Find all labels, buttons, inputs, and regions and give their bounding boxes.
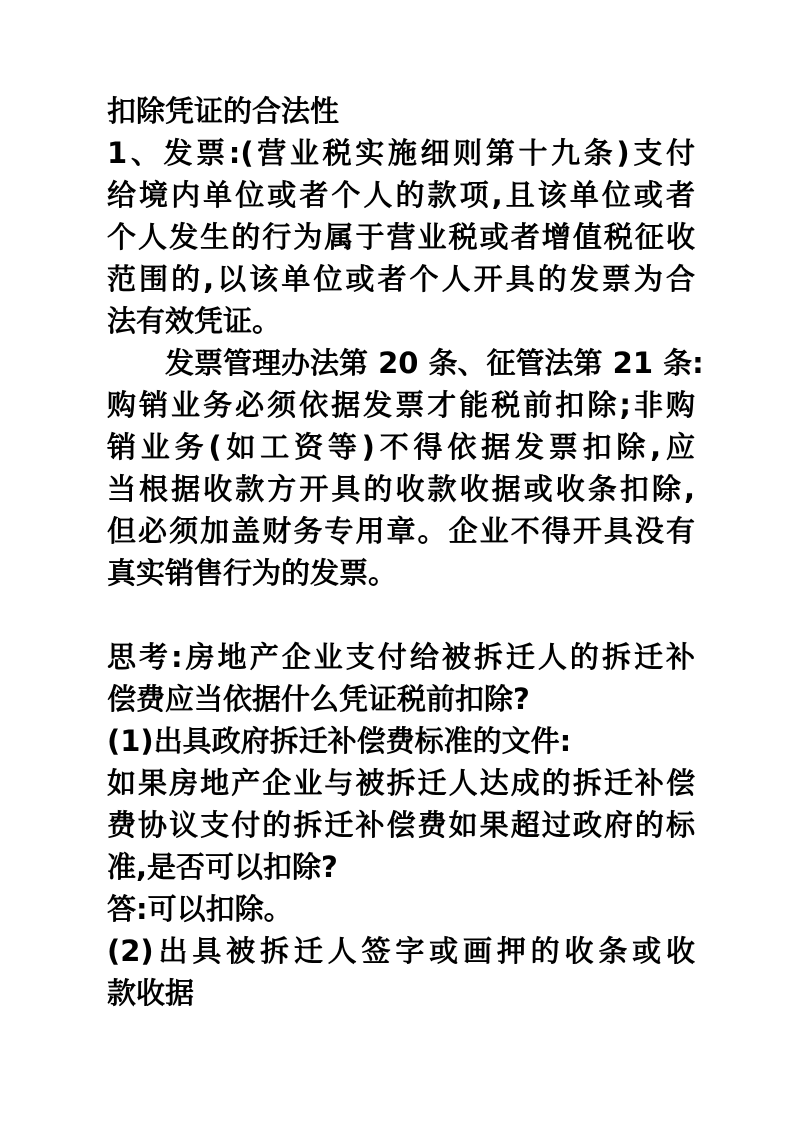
text-line: (2)出具被拆迁人签字或画押的收条或收	[107, 934, 695, 968]
text-line: 思考:房地产企业支付给被拆迁人的拆迁补	[107, 640, 695, 674]
text-line: 如果房地产企业与被拆迁人达成的拆迁补偿	[107, 766, 695, 800]
text-line: 但必须加盖财务专用章。企业不得开具没有	[107, 514, 695, 548]
text-line: 个人发生的行为属于营业税或者增值税征收	[107, 220, 695, 254]
para-item-2-signed-receipt	[107, 930, 695, 1014]
text-line: 购销业务必须依据发票才能税前扣除;非购	[107, 388, 695, 422]
text-line: 当根据收款方开具的收款收据或收条扣除,	[107, 472, 695, 506]
text-content	[107, 90, 704, 1014]
text-line: 款收据	[107, 976, 195, 1010]
text-line: 准,是否可以扣除?	[107, 850, 338, 884]
blank-line	[107, 594, 695, 636]
para-answer-deductible	[107, 888, 695, 930]
text-line: 给境内单位或者个人的款项,且该单位或者	[107, 178, 695, 212]
text-line: 费协议支付的拆迁补偿费如果超过政府的标	[107, 808, 695, 842]
heading-deduction-voucher-legality	[107, 90, 695, 132]
para-1-invoice-rule	[107, 132, 695, 342]
text-line: 扣除凭证的合法性	[107, 94, 340, 128]
text-line: 范围的,以该单位或者个人开具的发票为合	[107, 262, 695, 296]
text-line: 真实销售行为的发票。	[107, 556, 398, 590]
text-line: 偿费应当依据什么凭证税前扣除?	[107, 682, 530, 716]
para-item-1-government-document	[107, 720, 695, 762]
text-line: 法有效凭证。	[107, 304, 282, 338]
text-line	[107, 594, 695, 636]
para-think-question	[107, 636, 695, 720]
para-exceed-standard-question	[107, 762, 695, 888]
text-line: 销业务(如工资等)不得依据发票扣除,应	[107, 430, 695, 464]
text-line: (1)出具政府拆迁补偿费标准的文件:	[107, 724, 572, 758]
text-line: 发票管理办法第 20 条、征管法第 21 条:	[165, 346, 704, 380]
para-invoice-management-rules	[107, 342, 704, 594]
text-line: 1、发票:(营业税实施细则第十九条)支付	[107, 136, 695, 170]
text-line: 答:可以扣除。	[107, 892, 293, 926]
